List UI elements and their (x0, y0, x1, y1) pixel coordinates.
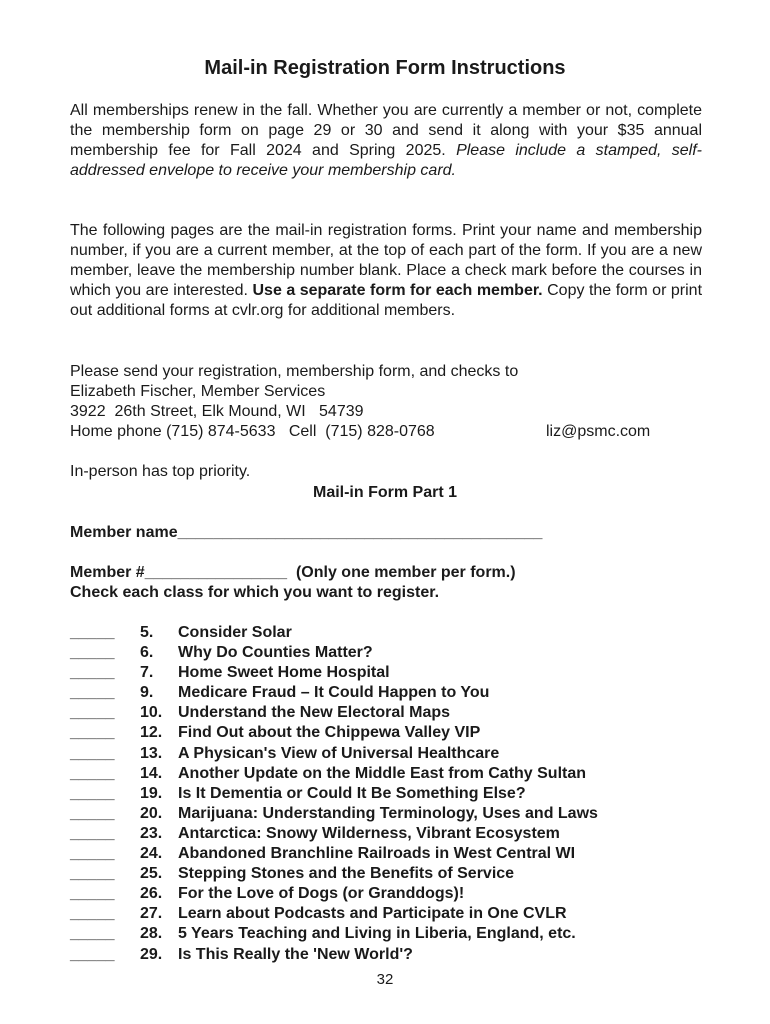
check-instruction: Check each class for which you want to register. (70, 584, 440, 601)
page-number: 32 (376, 971, 394, 988)
contact-email: liz@psmc.com (546, 423, 651, 440)
course-title: Antarctica: Snowy Wilderness, Vibrant Ecosystem (178, 824, 560, 842)
course-checkbox-blank: _____ (70, 945, 115, 963)
priority-note: In-person has top priority. (70, 463, 251, 480)
course-checkbox-blank: _____ (70, 624, 115, 641)
course-item (70, 623, 710, 643)
course-checkbox-blank: _____ (70, 824, 115, 842)
envelope-note: Please include a stamped, self-addressed envelope to receive your membership card. (70, 142, 702, 179)
course-checkbox-blank: _____ (70, 684, 115, 702)
forms-paragraph (70, 221, 702, 321)
contact-address: 3922 26th Street, Elk Mound, WI 54739 (70, 403, 364, 420)
course-checkbox-blank: _____ (70, 664, 115, 682)
form-part-heading: Mail-in Form Part 1 (312, 484, 458, 501)
course-title: A Physican's View of Universal Healthcare (178, 744, 500, 762)
course-number: 19. (140, 784, 163, 802)
member-name-field: Member name_________________________________________ (70, 524, 543, 541)
course-title: Home Sweet Home Hospital (178, 664, 390, 682)
course-item (70, 844, 710, 864)
course-item (70, 864, 710, 884)
course-number: 24. (140, 845, 163, 863)
course-checkbox-blank: _____ (70, 724, 115, 742)
course-title: 5 Years Teaching and Living in Liberia, England, etc. (178, 925, 576, 943)
course-number: 9. (140, 684, 154, 702)
page-title: Mail-in Registration Form Instructions (204, 57, 566, 79)
course-item (70, 683, 710, 703)
course-number: 25. (140, 865, 163, 883)
course-checkbox-blank: _____ (70, 845, 115, 863)
course-checkbox-blank: _____ (70, 804, 115, 822)
course-number: 6. (140, 644, 154, 662)
course-title: Marijuana: Understanding Terminology, Uses and Laws (178, 804, 598, 822)
course-item (70, 744, 710, 764)
course-title: Medicare Fraud – It Could Happen to You (178, 684, 490, 702)
course-checkbox-blank: _____ (70, 704, 115, 722)
course-checkbox-blank: _____ (70, 865, 115, 883)
course-list (70, 623, 710, 965)
course-checkbox-blank: _____ (70, 744, 115, 762)
course-item (70, 663, 710, 683)
course-number: 10. (140, 704, 163, 722)
membership-paragraph (70, 101, 702, 181)
contact-phones: Home phone (715) 874-5633 Cell (715) 828-0768 (70, 423, 435, 440)
course-checkbox-blank: _____ (70, 885, 115, 903)
course-checkbox-blank: _____ (70, 644, 115, 662)
course-item (70, 643, 710, 663)
course-number: 13. (140, 744, 163, 762)
course-item (70, 945, 710, 965)
course-number: 27. (140, 905, 163, 923)
course-item (70, 764, 710, 784)
course-number: 20. (140, 804, 163, 822)
membership-text: All memberships renew in the fall. Whether you are currently a member or not, complete the membership form on page 29 or 30 and send it along with your $35 annual membership fee for Fall 2024 and Spring 2025. (70, 102, 702, 159)
course-title: Why Do Counties Matter? (178, 644, 373, 662)
course-title: Understand the New Electoral Maps (178, 704, 451, 722)
course-item (70, 884, 710, 904)
course-title: For the Love of Dogs (or Granddogs)! (178, 885, 465, 903)
course-title: Is It Dementia or Could It Be Something Else? (178, 784, 526, 802)
course-title: Stepping Stones and the Benefits of Service (178, 865, 515, 883)
forms-text: The following pages are the mail-in registration forms. Print your name and membership number, if you are a current member, at the top of each part of the form. If you are a new member, leave the membership number blank. Place a check mark before the courses in which you are interested. (70, 222, 702, 299)
course-number: 12. (140, 724, 163, 742)
course-title: Find Out about the Chippewa Valley VIP (178, 724, 481, 742)
course-number: 29. (140, 945, 163, 963)
contact-name: Elizabeth Fischer, Member Services (70, 383, 326, 400)
course-item (70, 703, 710, 723)
course-number: 5. (140, 624, 154, 641)
course-item (70, 824, 710, 844)
member-number-field: Member #________________ (Only one member per form.) (70, 564, 516, 581)
course-title: Abandoned Branchline Railroads in West Central WI (178, 845, 576, 863)
separate-form-note: Use a separate form for each member. (252, 282, 543, 299)
course-number: 26. (140, 885, 163, 903)
course-checkbox-blank: _____ (70, 784, 115, 802)
course-item (70, 723, 710, 743)
contact-line: Please send your registration, membership form, and checks to (70, 363, 519, 380)
course-title: Another Update on the Middle East from Cathy Sultan (178, 764, 587, 782)
course-title: Is This Really the 'New World'? (178, 945, 413, 963)
course-item (70, 904, 710, 924)
course-checkbox-blank: _____ (70, 905, 115, 923)
course-number: 28. (140, 925, 163, 943)
course-item (70, 804, 710, 824)
forms-rest-text: Copy the form or print out additional forms at cvlr.org for additional members. (70, 282, 703, 319)
course-item (70, 784, 710, 804)
contact-block (70, 362, 518, 442)
course-checkbox-blank: _____ (70, 925, 115, 943)
course-title: Learn about Podcasts and Participate in One CVLR (178, 905, 567, 923)
course-number: 14. (140, 764, 163, 782)
course-checkbox-blank: _____ (70, 764, 115, 782)
course-title: Consider Solar (178, 624, 292, 641)
course-item (70, 924, 710, 944)
course-number: 23. (140, 824, 163, 842)
course-number: 7. (140, 664, 154, 682)
